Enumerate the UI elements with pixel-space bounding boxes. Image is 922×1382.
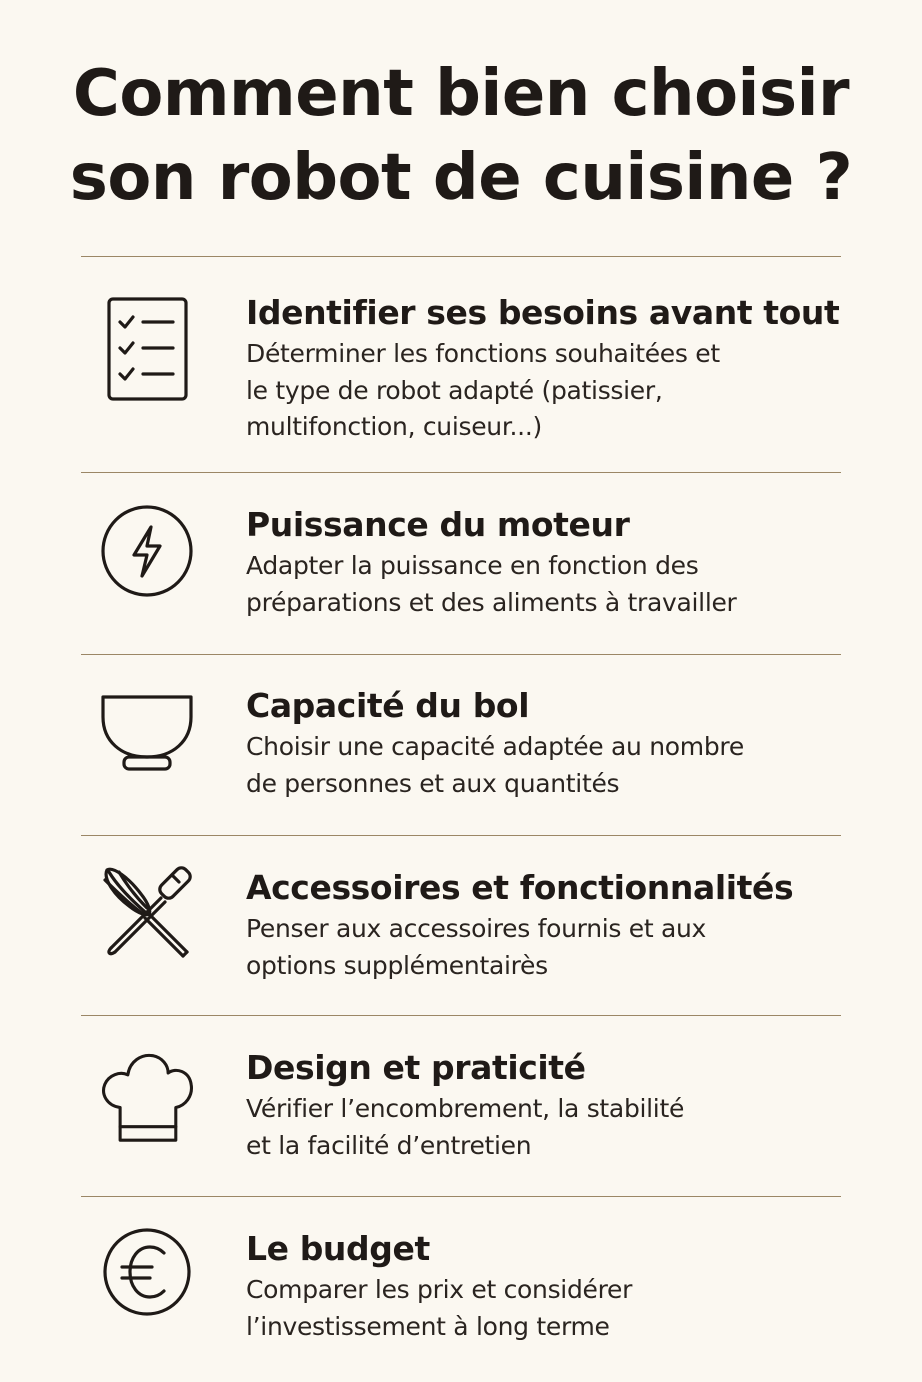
description-line: Choisir une capacité adaptée au nombre <box>246 732 744 761</box>
checklist-icon <box>99 293 195 403</box>
description-line: de personnes et aux quantités <box>246 768 620 798</box>
criterion-description <box>246 1091 841 1164</box>
euro-icon <box>99 1227 195 1317</box>
description-line: Adapter la puissance en fonction des <box>246 551 699 580</box>
criterion-title: Le budget <box>246 1229 430 1268</box>
criterion-description <box>246 1272 841 1345</box>
criterion-design-text <box>246 1047 841 1164</box>
criterion-budget-text <box>246 1228 841 1345</box>
description-line: le type de robot adapté (patissier, <box>246 375 663 405</box>
lightning-bolt-icon <box>99 503 195 599</box>
criterion-budget <box>81 1197 841 1382</box>
criterion-accessories <box>81 836 841 1015</box>
criterion-capacity-text <box>246 685 841 802</box>
criterion-needs <box>81 257 841 472</box>
page-title-line-1: Comment bien choisir <box>72 57 850 131</box>
whisk-and-spatula-icon <box>99 864 195 960</box>
description-line: Comparer les prix et considérer <box>246 1275 633 1304</box>
criterion-design <box>81 1016 841 1196</box>
criterion-needs-text <box>246 292 841 446</box>
description-line: l’investissement à long terme <box>246 1311 610 1341</box>
description-line: options supplémentairès <box>246 950 548 980</box>
criterion-title: Capacité du bol <box>246 686 530 725</box>
criterion-title: Identifier ses besoins avant tout <box>246 293 840 332</box>
description-line: préparations et des aliments à travailler <box>246 587 737 617</box>
description-line: Penser aux accessoires fournis et aux <box>246 914 707 943</box>
criterion-capacity <box>81 655 841 835</box>
criterion-power <box>81 473 841 654</box>
description-line: Vérifier l’encombrement, la stabilité <box>246 1094 685 1123</box>
criterion-title: Design et praticité <box>246 1048 586 1087</box>
criterion-title: Puissance du moteur <box>246 505 630 544</box>
criterion-title: Accessoires et fonctionnalités <box>246 868 794 907</box>
chef-hat-icon <box>99 1046 195 1146</box>
page-title-line-2: son robot de cuisine ? <box>69 141 853 215</box>
page-title <box>0 52 922 220</box>
description-line: et la facilité d’entretien <box>246 1130 532 1160</box>
criterion-description <box>246 911 841 984</box>
criterion-description <box>246 729 841 802</box>
description-line: multifonction, cuiseur...) <box>246 412 542 441</box>
criterion-accessories-text <box>246 867 841 984</box>
criterion-power-text <box>246 504 841 621</box>
bowl-icon <box>99 693 195 773</box>
criterion-description <box>246 336 841 446</box>
description-line: Déterminer les fonctions souhaitées et <box>246 339 720 368</box>
criterion-description <box>246 548 841 621</box>
